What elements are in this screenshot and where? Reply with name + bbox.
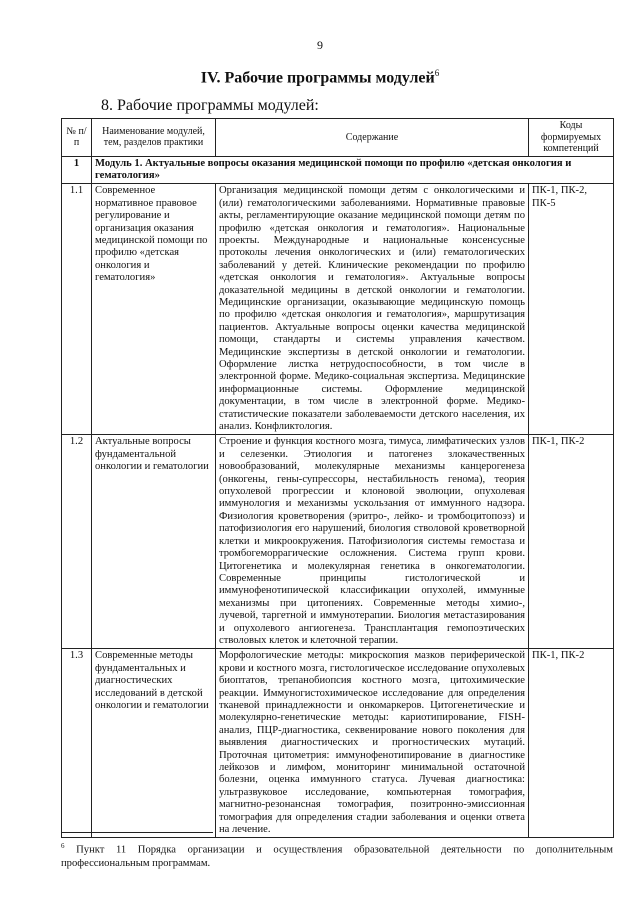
footnote-divider	[61, 832, 213, 833]
header-num: № п/п	[62, 119, 92, 157]
section-title: 8. Рабочие программы модулей:	[101, 97, 319, 114]
row-codes: ПК-1, ПК-2	[529, 435, 614, 649]
title-footnote-mark: 6	[434, 68, 440, 78]
table-row	[62, 649, 614, 838]
page-title-text: IV. Рабочие программы модулей	[200, 69, 435, 87]
module-row	[62, 156, 614, 184]
header-codes: Коды формируемых компетенций	[529, 119, 614, 157]
row-content: Морфологические методы: микроскопия мазков периферической крови и костного мозга, гистологическое исследование опухолевых биоптатов, трепанобиопсия костного мозга, цитохимические реакции. Иммуногистохимическое исследование для определения тканевой принадлежности и онкомаркеров. Цитогенетические и молекулярно-генетические методы: кариотипирование, FISH-анализ, ПЦР-диагностика, секвенирование нового поколения для выявления диагностических и прогностических мутаций. Проточная цитометрия: иммунофенотипирование в диагностике лейкозов и лимфом, мониторинг минимальной остаточной болезни, оценка иммунного статуса. Лучевая диагностика: ультразвуковое исследование, компьютерная томография, магнитно-резонансная томография, позитронно-эмиссионная томография для определения стадии заболевания и оценки ответа на лечение.	[216, 649, 529, 838]
row-num: 1.3	[62, 649, 92, 838]
row-name: Современные методы фундаментальных и диагностических исследований в детской онкологии и гематологии	[92, 649, 216, 838]
row-name: Актуальные вопросы фундаментальной онкологии и гематологии	[92, 435, 216, 649]
page-number: 9	[317, 38, 323, 52]
header-content: Содержание	[216, 119, 529, 157]
module-num: 1	[62, 156, 92, 184]
row-codes: ПК-1, ПК-2	[529, 649, 614, 838]
row-codes: ПК-1, ПК-2, ПК-5	[529, 184, 614, 435]
page-title	[0, 68, 640, 87]
header-name: Наименование модулей, тем, разделов практики	[92, 119, 216, 157]
table-row	[62, 184, 614, 435]
row-content: Организация медицинской помощи детям с онкологическими и (или) гематологическими заболеваниями. Нормативные правовые акты, регламентирующие оказание медицинской помощи детям по профилю «детская онкология и гематология». Национальные проекты. Международные и национальные консенсусные протоколы лечения онкологических и (или) гематологических заболеваний у детей. Клинические рекомендации по профилю «детская онкология и гематология». Актуальные вопросы доказательной медицины в детской онкологии и гематологии. Медицинские организации, оказывающие медицинскую помощь по профилю «детская онкология и гематология», маршрутизация пациентов. Актуальные вопросы оценки качества медицинской помощи, стандарты и системы управления качеством. Медицинские экспертизы в детской онкологии и гематологии. Оформление листка нетрудоспособности, в том числе в электронной форме. Медико-социальная экспертиза. Медицинские информационные системы. Оформление медицинской документации, в том числе в электронной форме. Медико-статистические показатели заболеваемости детского населения, их анализ. Конфликтология.	[216, 184, 529, 435]
table-header-row	[62, 119, 614, 157]
row-num: 1.1	[62, 184, 92, 435]
footnote	[61, 840, 613, 870]
row-content: Строение и функция костного мозга, тимуса, лимфатических узлов и селезенки. Этиология и патогенез злокачественных новообразований, молекулярные механизмы канцерогенеза (онкогены, гены-супрессоры, нестабильность генома), теория опухолевой прогрессии и клоновой эволюции, опухолевая иммунология и механизмы ускользания от иммунного надзора. Физиология кроветворения (эритро-, лейко- и тромбоцитопоэз) и патофизиология его нарушений, биология стволовой кроветворной клетки и микроокружения. Патофизиология системы гемостаза и тромбогеморрагические осложнения. Система групп крови. Цитогенетика и молекулярная генетика в онкогематологии. Современные принципы гистологической и иммунофенотипической классификации опухолей, иммунные механизмы при цитопениях. Современные методы химио-, лучевой, таргетной и иммунотерапии. Биология метастазирования и опухолевого ангиогенеза. Трансплантация гемопоэтических стволовых клеток и клеточной терапии.	[216, 435, 529, 649]
row-num: 1.2	[62, 435, 92, 649]
row-name: Современное нормативное правовое регулирование и организация оказания медицинской помощи по профилю «детская онкология и гематология»	[92, 184, 216, 435]
module-title: Модуль 1. Актуальные вопросы оказания медицинской помощи по профилю «детская онкология и гематология»	[92, 156, 614, 184]
modules-table	[61, 118, 614, 838]
table-row	[62, 435, 614, 649]
footnote-mark: 6	[61, 842, 65, 850]
footnote-text: Пункт 11 Порядка организации и осуществления образовательной деятельности по дополнительным профессиональным программам.	[61, 844, 613, 869]
